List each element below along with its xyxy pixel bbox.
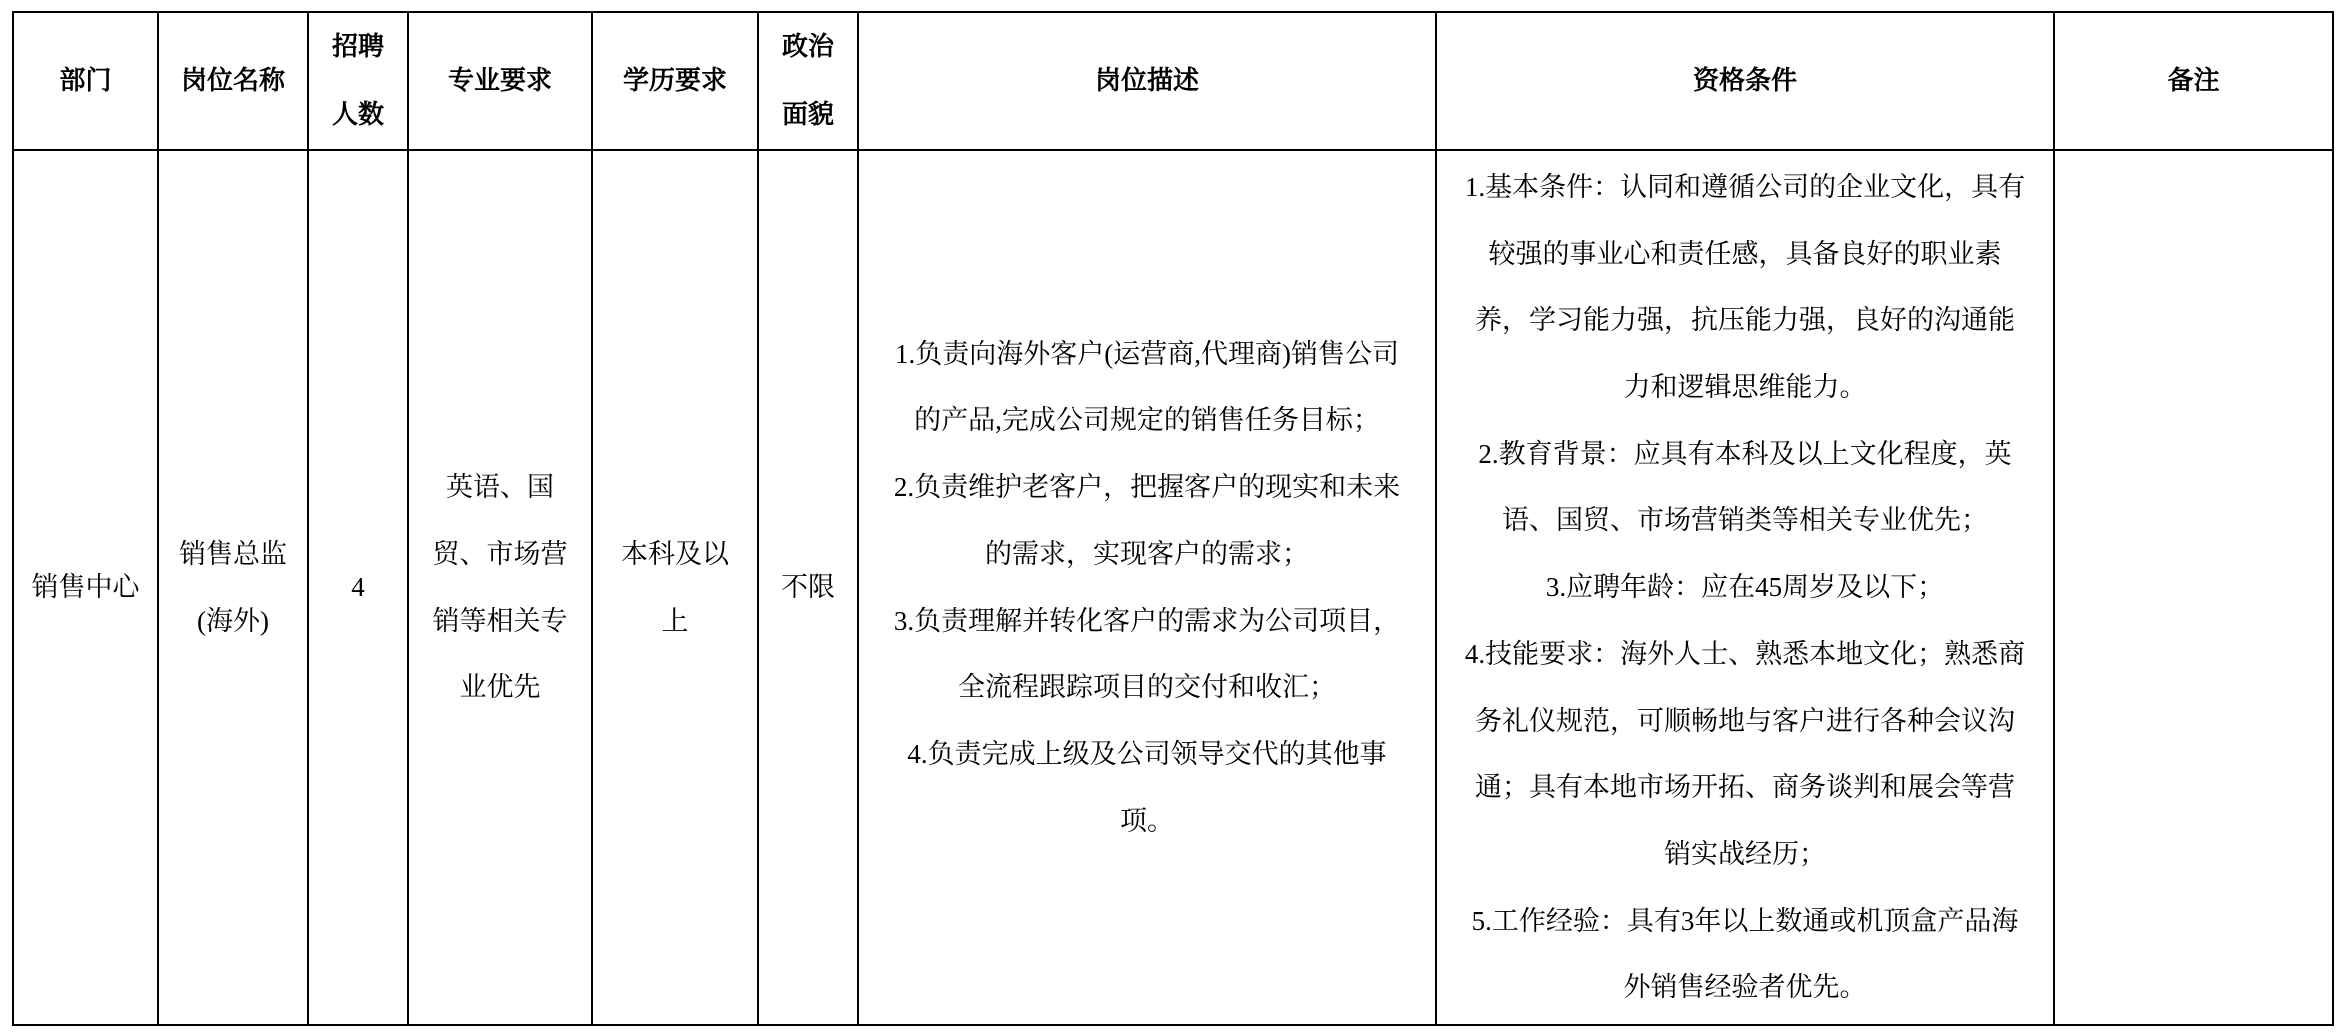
job-posting-table: [12, 11, 2334, 1026]
description-line: 1.负责向海外客户(运营商,代理商)销售公司: [895, 338, 1399, 369]
cell-education: [592, 150, 758, 1025]
description-line: 全流程跟踪项目的交付和收汇；: [958, 672, 1336, 703]
cell-qualifications: [1436, 150, 2054, 1025]
major-line: 业优先: [459, 672, 541, 703]
header-row: [13, 12, 2333, 150]
header-major: 专业要求: [408, 12, 592, 150]
header-description: 岗位描述: [858, 12, 1436, 150]
qualification-line: 较强的事业心和责任感，具备良好的职业素: [1488, 238, 2002, 269]
header-remarks: 备注: [2054, 12, 2333, 150]
description-line: 项。: [1120, 805, 1174, 836]
cell-major: [408, 150, 592, 1025]
qualification-line: 务礼仪规范，可顺畅地与客户进行各种会议沟: [1475, 705, 2015, 736]
description-line: 3.负责理解并转化客户的需求为公司项目，: [893, 605, 1401, 636]
qualification-line: 销实战经历；: [1664, 838, 1826, 869]
header-headcount-line: 招聘: [331, 32, 384, 62]
header-headcount: [308, 12, 408, 150]
qualification-line: 4.技能要求：海外人士、熟悉本地文化；熟悉商: [1464, 638, 2026, 669]
header-political-line: 政治: [781, 32, 834, 62]
header-department: 部门: [13, 12, 158, 150]
cell-description: [858, 150, 1436, 1025]
qualification-line: 2.教育背景：应具有本科及以上文化程度，英: [1478, 438, 2012, 469]
major-line: 英语、国: [446, 472, 554, 503]
position-line: 销售总监: [179, 538, 287, 569]
qualification-line: 养，学习能力强，抗压能力强，良好的沟通能: [1475, 305, 2015, 336]
qualification-line: 通；具有本地市场开拓、商务谈判和展会等营: [1475, 772, 2015, 803]
cell-headcount: 4: [308, 150, 408, 1025]
cell-remarks: [2054, 150, 2333, 1025]
description-line: 的产品,完成公司规定的销售任务目标；: [914, 405, 1380, 436]
qualification-line: 1.基本条件：认同和遵循公司的企业文化，具有: [1464, 171, 2026, 202]
header-headcount-line: 人数: [331, 100, 384, 130]
cell-department: 销售中心: [13, 150, 158, 1025]
table-body: [13, 150, 2333, 1025]
cell-position: [158, 150, 308, 1025]
cell-political-status: 不限: [758, 150, 858, 1025]
header-education: 学历要求: [592, 12, 758, 150]
header-political-line: 面貌: [781, 100, 834, 130]
qualification-line: 力和逻辑思维能力。: [1623, 372, 1867, 403]
table-row: [13, 150, 2333, 1025]
header-political-status: [758, 12, 858, 150]
education-line: 上: [661, 605, 689, 636]
header-position: 岗位名称: [158, 12, 308, 150]
header-qualifications: 资格条件: [1436, 12, 2054, 150]
description-line: 2.负责维护老客户，把握客户的现实和未来: [893, 472, 1401, 503]
major-line: 销等相关专: [432, 605, 568, 636]
description-line: 4.负责完成上级及公司领导交代的其他事: [907, 738, 1387, 769]
qualification-line: 外销售经验者优先。: [1623, 972, 1867, 1003]
education-line: 本科及以: [621, 538, 729, 569]
position-line: (海外): [197, 605, 269, 636]
qualification-line: 语、国贸、市场营销类等相关专业优先；: [1502, 505, 1988, 536]
major-line: 贸、市场营: [432, 538, 568, 569]
qualification-line: 3.应聘年龄：应在45周岁及以下；: [1545, 572, 1945, 603]
description-line: 的需求，实现客户的需求；: [985, 538, 1309, 569]
table-header: [13, 12, 2333, 150]
qualification-line: 5.工作经验：具有3年以上数通或机顶盒产品海: [1471, 905, 2019, 936]
